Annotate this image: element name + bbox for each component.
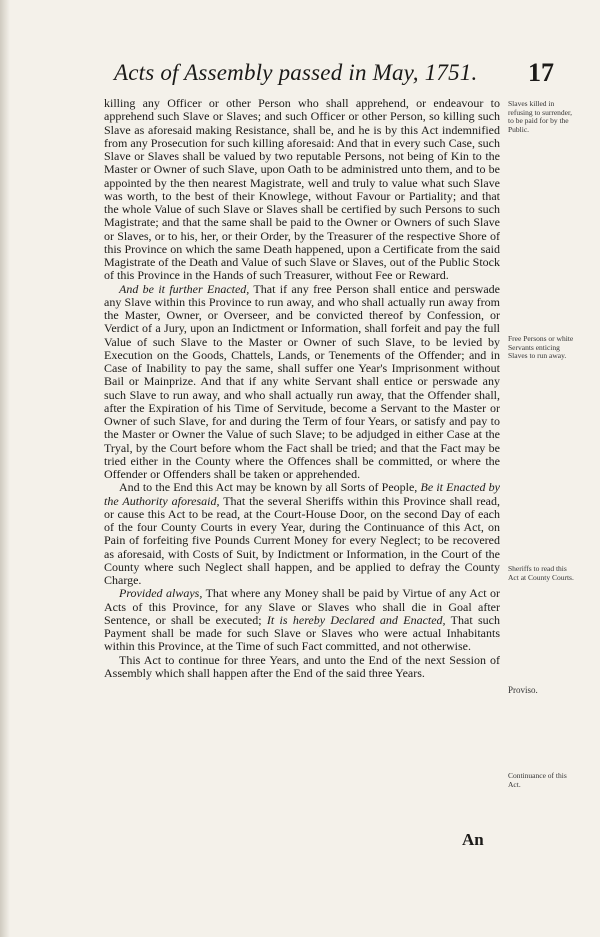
- paragraph-slave-killing: killing any Officer or other Person who shall apprehend, or endeavour to apprehend such Slave or Slaves; and such Officer or other Person, so killing such Slave as aforesaid making Resistance, shall be, and he is by this Act indemnified from any Prosecution for such killing aforesaid: And that in every such Case, such Slave or Slaves shall be valued by two reputable Persons, not being of Kin to the Master or Owner of such Slave, upon Oath to be administred unto them, and to be appointed by the then nearest Magistrate, well and truly to value what such Slave was worth, to the best of their Knowlege, without Favour or Partiality; and that the whole Value of such Slave or Slaves shall be certified by such Persons to such Magistrate; and that the same shall be paid to the Owner or Owners of such Slave or Slaves, or to his, her, or their Order, by the Treasurer of the respective Shore of this Province on which the same Death happened, upon a Certificate from the said Magistrate of the Death and Value of such Slave or Slaves, out of the Public Stock of this Province in the Hands of such Treasurer, without Fee or Reward.: [104, 96, 500, 283]
- page-edge-shadow: [0, 0, 10, 937]
- enacting-clause: And be it further Enacted,: [119, 281, 250, 296]
- margin-note-continuance: Continuance of this Act.: [508, 771, 567, 789]
- paragraph-enticing: And be it further Enacted, That if any free Person shall entice and perswade any Slave within this Province to run away, and who shall actually run away from the Master, Owner, or Overseer, and be convicted thereof by Confession, or Verdict of a Jury, upon an Indictment or Information, shall forfeit and pay the full Value of such Slave to the Master or Owner of such Slave, to be levied by Execution on the Goods, Chattels, Lands, or Tenements of the Offender; and in Case of Inability to pay the same, shall suffer one Year's Imprisonment without Bail or Mainprize. And that if any white Servant shall entice or perswade any such Slave to run away, and who shall actually run away, that the Offender shall, after the Expiration of his Time of Servitude, become a Servant to the Master or Owner of such Slave, for and during the Term of four Years, or satisfy and pay to the Master or Owner the Value of such Slave; to be adjudged in either Case at the Tryal, by the Court before whom the Fact shall be tried; and that the Fact may be tried either in the County where the Offences shall be committed, or where the Offender or Offenders shall be taken or apprehended.: [104, 281, 500, 481]
- margin-note-sheriffs: Sheriffs to read this Act at County Courts.: [508, 564, 574, 582]
- enacting-clause: It is hereby Declared and Enacted,: [266, 612, 446, 627]
- margin-note-proviso: Proviso.: [508, 685, 538, 695]
- act-text: [104, 97, 500, 680]
- catchword: An: [462, 830, 484, 849]
- paragraph-sheriffs: And to the End this Act may be known by all Sorts of People, Be it Enacted by the Authority aforesaid, That the several Sheriffs within this Province shall read, or cause this Act to be read, at the Court-House Door, on the second Day of each of the four County Courts in every Year, during the Continuance of this Act, on Pain of forfeiting five Pounds Current Money for every Neglect; to be recovered as aforesaid, with Costs of Suit, by Indictment or Information, in the Court of the County where such Neglect shall happen, and be applied to defray the County Charge.: [104, 480, 501, 587]
- margin-note-slaves-killed: Slaves killed in refusing to surrender, to be paid for by the Public.: [508, 99, 573, 134]
- page-number: 17: [528, 58, 554, 87]
- proviso-clause: Provided always,: [119, 586, 203, 601]
- page-header: [60, 58, 554, 100]
- paragraph-proviso: Provided always, That where any Money shall be paid by Virtue of any Act or Acts of this Province, for any Slave or Slaves who shall die in Goal after Sentence, or shall be executed; It is hereby Declared and Enacted, That such Payment shall be made for such Slave or Slaves who were actual Inhabitants within this Province, at the Time of such Fact committed, and not otherwise.: [104, 586, 501, 654]
- running-title: Acts of Assembly passed in May, 1751.: [114, 60, 478, 85]
- margin-note-enticing: Free Persons or white Servants enticing Slaves to run away.: [508, 334, 574, 361]
- paragraph-continuance: This Act to continue for three Years, and unto the End of the next Session of Assembly which shall happen after the End of the said three Years.: [104, 652, 500, 680]
- enacting-clause: Be it Enacted by the Authority aforesaid,: [104, 480, 501, 508]
